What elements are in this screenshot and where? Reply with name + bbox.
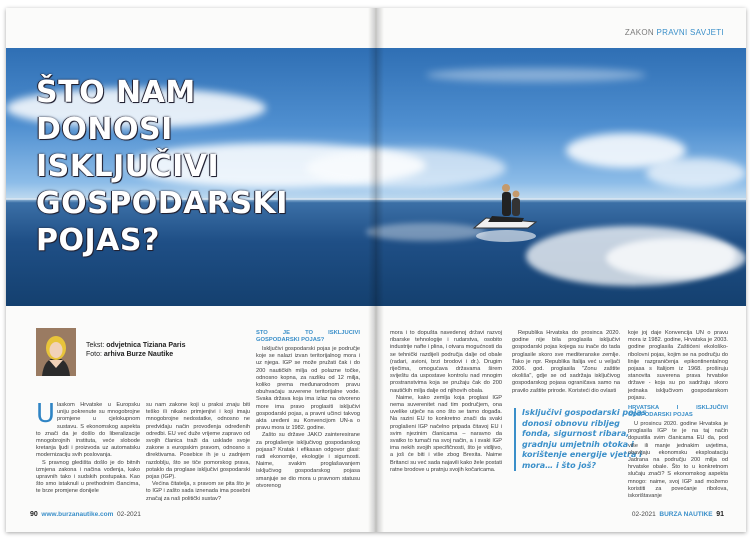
article-paragraph: Naime, kako zemlja koja proglasi IGP nema suverenitet nad tim područjem, ona uvelike utječe na ono što se tamo događa. Na razini EU to konkretno znači da svaki proglašeni IGP načelno pripada čitavoj EU i svim njezinim članicama – naravno da svatko to tumači na svoj način, a i svaki IGP ima nekih svojih specifičnosti, što je vidljivo, a još će biti i više zbog Brexita. Naime Britanci su već sada najavili kako žele postati ratne brodove u pratnju svojih kočaricama. (390, 394, 502, 473)
page-number: 91 (716, 511, 724, 518)
author-portrait-image (36, 328, 76, 376)
credit-text-author: odvjetnica Tiziana Paris (106, 342, 186, 349)
section-name: ZAKON (624, 28, 654, 37)
article-paragraph: Isključivi gospodarski pojas je područje koje se nalazi izvan teritorijalnog mora i uz njega. IGP se može pružati čak i do 200 nautičkih milja od polazne točke, odnosno kopna, za razliku od 12 milja, koliko prema međunarodnom pravu obuhvaćaju suverene teritorijalne vode. Svaka država koja ima izlaz na otvoreno more ima pravo proglasiti isključivi gospodarski pojas, a pravni učinci takvog akta uređeni su Konvencijom UN-a o pravu mora iz 1982. godine. (256, 346, 360, 432)
credit-photo-author: arhiva Burze Nautike (103, 351, 174, 358)
subheading: HRVATSKA I ISKLJUČIVI GOSPODARSKI POJAS (628, 405, 728, 419)
footer-site: www.burzanautike.com (41, 511, 114, 518)
page-number: 90 (30, 511, 38, 518)
article-paragraph: U prosincu 2020. godine Hrvatska je proglasila IGP te je na taj način dopustila svim članicama EU da, pod više ili manje jednakim uvjetima, obavljaju ekonomsku eksploataciju Jadrana na području 200 milja od hrvatske obale. Što to u konkretnom slučaju znači? S ekonomskog aspekta mnogo: naime, svoj IGP sad možemo koristiti za povećanje ribolova, iskorištavanje (628, 421, 728, 500)
author-credits (86, 341, 186, 359)
section-label (625, 28, 724, 37)
headline-line: DONOSI (36, 112, 173, 147)
article-paragraph: koje joj daje Konvencija UN o pravu mora iz 1982. godine, Hrvatska je 2003. godine proglasila Zaštićeni ekološko-ribolovni pojas, kojim se na području do linije razgraničenja epikontinentalnog pojasa s Italijom iz 1968. proširuju stanovita suverena prava hrvatske države - koja su po sadržaju skoro jednaka isključivom gospodarskom pojasu. (628, 330, 728, 401)
headline (36, 74, 336, 259)
headline-line: ŠTO NAM (36, 75, 196, 110)
article-paragraph: Većina čitatelja, s pravom se pita što je to IGP i zašto sada iznenada ima posebni značaj za naš politički sustav? (146, 481, 250, 502)
wake-spray (606, 238, 746, 278)
paragraph-text: laskom Hrvatske u Europsku uniju pokrenute su mnogobrojne promjene u cjelokupnom sustavu. S ekonomskog aspekta to znači da je došlo do liberalizacije mnogobrojnih instituta, veće slobode kretanja ljudi i proizvoda uz automatsku modernizaciju svih poslovanja. (36, 402, 140, 459)
cloud (426, 68, 646, 82)
footer-right (632, 511, 724, 518)
article-column-1 (36, 402, 140, 508)
article-paragraph: mora i to dopušta navedenoj državi razvoj ribarske tehnologije i rudarstva, osobito industrije nafte i plina, i otvara mogućnosti da se tehnički razdijeli područja dalje od obale (radari, avioni, brzi brodovi i dr.). Drugim riječima, omogućava državama širem sviještu da uspostave kontrolu nad mnogim prostranstvima koja se pružaju čak do 200 nautičkih milja dalje od njihovih obala. (390, 330, 502, 394)
article-column-3 (256, 330, 360, 508)
pull-quote: Isključivi gospodarski pojas donosi obnovu ribljeg fonda, sigurnost ribara, gradnju umjetnih otoka i korištenje energije vjetra i mora… i što još? (514, 408, 650, 471)
article-column-4 (390, 330, 502, 508)
jetski-icon (466, 178, 546, 248)
spine-gutter (368, 8, 384, 532)
footer-issue: 02-2021 (631, 511, 656, 518)
credit-text-label: Tekst: (86, 342, 105, 349)
article-paragraph: su nam zakone koji u praksi znaju biti teško ili nikako primjenjivi i koji imaju mnogobrojne nedostatke, odnosno ne predviđaju način provođenja određenih odredbi. EU već duže vrijeme zapravo od svojih članica traži da usklade svoje zakone s europskim pravom, odnosno s direktivama. Posebice ih je u zadnjem razdoblju, što se tiče pomorskog prava, potaklo da proglase isključivi gospodarski pojas (IGP). (146, 402, 250, 481)
article-paragraph: S pravnog gledišta došlo je do bitnih izmjena zakona i načina vođenja, kako upravnih tako i sudskih postupaka. Kao što smo istaknuli u prethodnim člancima, te brze promjene donijele (36, 459, 140, 495)
article-paragraph (36, 402, 140, 460)
article-column-5 (512, 330, 620, 402)
author-portrait (36, 328, 76, 376)
cloud (646, 158, 746, 188)
article-paragraph: Zašto su države JAKO zainteresirane za proglašenje isključivog gospodarskog pojasa? Kratak i efikasan odgovor glasi: radi ekonomije, ekologije i sigurnosti. Naime, svakim proglašavanjem isključivog gospodarskog pojasa smanjuje se dio mora u pravnom statusu otvorenog (256, 432, 360, 489)
article-column-2 (146, 402, 250, 508)
magazine-spread (6, 8, 746, 532)
article-column-6 (628, 330, 728, 508)
section-accent: PRAVNI SAVJETI (656, 28, 724, 37)
headline-line: POJAS? (36, 223, 160, 258)
footer-left (30, 511, 141, 518)
headline-line: GOSPODARSKI (36, 186, 288, 221)
footer-issue: 02-2021 (117, 511, 141, 518)
drop-cap: U (36, 402, 56, 429)
credit-photo-label: Foto: (86, 351, 102, 358)
headline-line: ISKLJUČIVI (36, 149, 220, 184)
subheading: ŠTO JE TO ISKLJUČIVI GOSPODARSKI POJAS? (256, 330, 360, 343)
article-paragraph: Republika Hrvatska do prosinca 2020. godine nije bila proglasila isključivi gospodarski pojas kojega su inače do tada proglasile skoro sve mediteranske zemlje. Tako je npr. Republika Italija već u veljači 2006. god. proglasila "Zonu zaštite okoliša", gdje se od sadržaja isključivog gospodarskog pojasa ograničava samo na pravilo zaštite prirode. Koristeći dio ovlasti (512, 330, 620, 394)
footer-brand: BURZA NAUTIKE (659, 511, 713, 518)
